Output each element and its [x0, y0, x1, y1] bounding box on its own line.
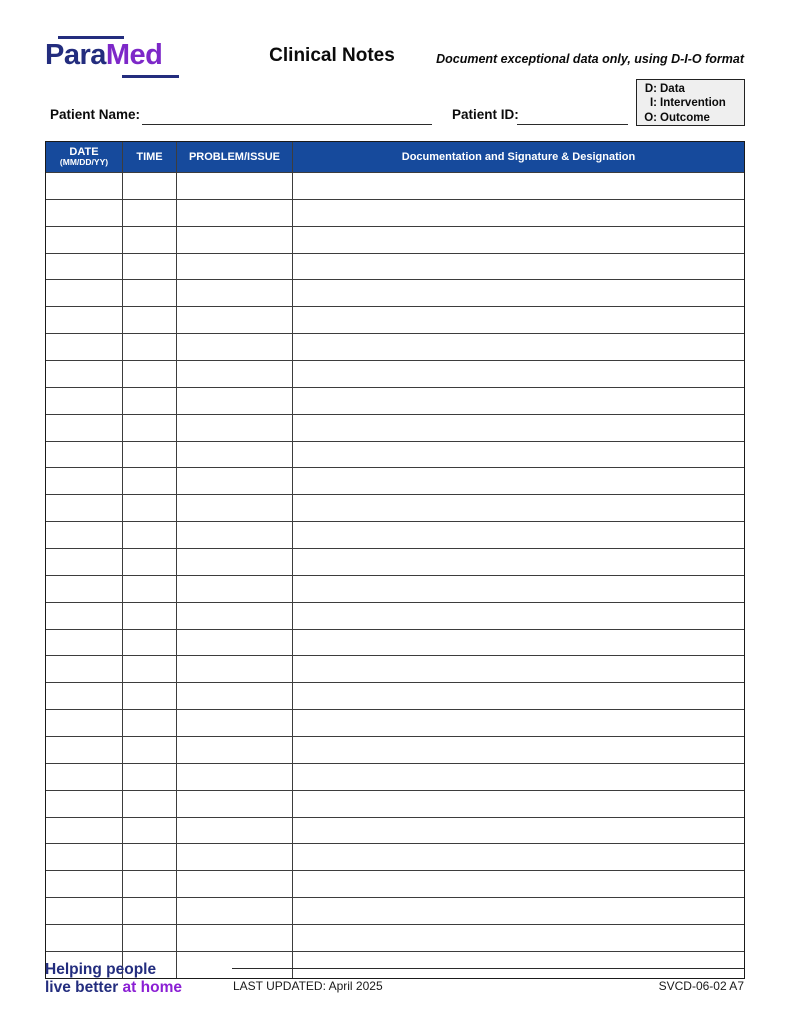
column-header-documentation [293, 142, 744, 172]
table-cell-empty[interactable] [46, 307, 123, 333]
table-cell-empty[interactable] [293, 522, 744, 548]
table-cell-empty[interactable] [123, 388, 177, 414]
table-cell-empty[interactable] [46, 468, 123, 494]
table-row [46, 333, 744, 360]
table-cell-empty[interactable] [123, 361, 177, 387]
table-cell-empty[interactable] [123, 334, 177, 360]
table-cell-empty[interactable] [293, 576, 744, 602]
table-row [46, 843, 744, 870]
table-cell-empty[interactable] [46, 898, 123, 924]
table-cell-empty[interactable] [293, 952, 744, 978]
table-cell-empty[interactable] [177, 898, 293, 924]
table-row [46, 897, 744, 924]
table-cell-empty[interactable] [123, 549, 177, 575]
table-cell-empty[interactable] [123, 871, 177, 897]
table-cell-empty[interactable] [293, 361, 744, 387]
table-row [46, 414, 744, 441]
table-cell-empty[interactable] [293, 307, 744, 333]
table-cell-empty[interactable] [123, 818, 177, 844]
table-cell-empty[interactable] [46, 549, 123, 575]
table-row [46, 467, 744, 494]
table-cell-empty[interactable] [293, 388, 744, 414]
page-title: Clinical Notes [269, 45, 395, 66]
table-row [46, 279, 744, 306]
tagline-line2-navy: live better [45, 978, 119, 996]
table-row [46, 629, 744, 656]
tagline-line1: Helping people [45, 961, 157, 978]
table-row [46, 360, 744, 387]
table-cell-empty[interactable] [123, 683, 177, 709]
tagline-line2-accent: at home [122, 978, 182, 996]
table-row [46, 199, 744, 226]
table-cell-empty[interactable] [177, 388, 293, 414]
table-cell-empty[interactable] [46, 630, 123, 656]
table-cell-empty[interactable] [46, 791, 123, 817]
table-cell-empty[interactable] [293, 844, 744, 870]
column-header-problem-issue-label: PROBLEM/ISSUE [188, 150, 281, 163]
table-cell-empty[interactable] [46, 656, 123, 682]
table-cell-empty[interactable] [177, 630, 293, 656]
table-cell-empty[interactable] [293, 925, 744, 951]
table-cell-empty[interactable] [123, 468, 177, 494]
table-row [46, 306, 744, 333]
legend-key-d: D: [644, 83, 657, 95]
table-cell-empty[interactable] [293, 549, 744, 575]
legend-row-data [642, 82, 739, 96]
table-cell-empty[interactable] [293, 683, 744, 709]
page-subtitle: Document exceptional data only, using D-I-O format [436, 52, 744, 66]
table-cell-empty[interactable] [177, 737, 293, 763]
table-cell-empty[interactable] [177, 200, 293, 226]
legend-key-i: I: [649, 97, 657, 110]
table-cell-empty[interactable] [46, 737, 123, 763]
footer-divider [232, 968, 744, 969]
table-row [46, 655, 744, 682]
table-cell-empty[interactable] [293, 656, 744, 682]
table-cell-empty[interactable] [293, 415, 744, 441]
legend-label-data: Data [660, 83, 685, 95]
dio-legend-box [636, 79, 745, 126]
table-cell-empty[interactable] [293, 227, 744, 253]
table-cell-empty[interactable] [177, 871, 293, 897]
table-cell-empty[interactable] [123, 576, 177, 602]
table-cell-empty[interactable] [123, 603, 177, 629]
table-cell-empty[interactable] [293, 280, 744, 306]
table-cell-empty[interactable] [46, 710, 123, 736]
column-header-date-format: (MM/DD/YY) [59, 157, 109, 168]
column-header-date-main: DATE [69, 145, 99, 158]
table-row [46, 763, 744, 790]
table-cell-empty[interactable] [177, 925, 293, 951]
table-header-row [46, 142, 744, 172]
table-cell-empty[interactable] [293, 818, 744, 844]
table-cell-empty[interactable] [46, 173, 123, 199]
table-cell-empty[interactable] [46, 683, 123, 709]
table-cell-empty[interactable] [123, 764, 177, 790]
logo-under-bar [122, 75, 179, 78]
table-cell-empty[interactable] [123, 791, 177, 817]
table-row [46, 870, 744, 897]
table-cell-empty[interactable] [177, 710, 293, 736]
table-cell-empty[interactable] [46, 764, 123, 790]
table-cell-empty[interactable] [177, 683, 293, 709]
table-cell-empty[interactable] [123, 898, 177, 924]
table-cell-empty[interactable] [177, 468, 293, 494]
table-row [46, 709, 744, 736]
table-cell-empty[interactable] [123, 737, 177, 763]
table-cell-empty[interactable] [123, 200, 177, 226]
table-row [46, 548, 744, 575]
table-cell-empty[interactable] [177, 442, 293, 468]
table-cell-empty[interactable] [46, 925, 123, 951]
table-cell-empty[interactable] [46, 254, 123, 280]
table-cell-empty[interactable] [177, 415, 293, 441]
table-cell-empty[interactable] [177, 254, 293, 280]
table-row [46, 575, 744, 602]
table-row [46, 172, 744, 199]
table-body [46, 172, 744, 978]
table-cell-empty[interactable] [177, 656, 293, 682]
table-cell-empty[interactable] [177, 307, 293, 333]
table-cell-empty[interactable] [123, 254, 177, 280]
table-cell-empty[interactable] [177, 764, 293, 790]
table-cell-empty[interactable] [293, 710, 744, 736]
table-row [46, 521, 744, 548]
column-header-time [123, 142, 177, 172]
table-cell-empty[interactable] [46, 844, 123, 870]
table-cell-empty[interactable] [293, 871, 744, 897]
logo-text [45, 41, 162, 70]
table-cell-empty[interactable] [177, 361, 293, 387]
table-cell-empty[interactable] [177, 549, 293, 575]
table-cell-empty[interactable] [123, 495, 177, 521]
table-cell-empty[interactable] [293, 630, 744, 656]
table-cell-empty[interactable] [46, 818, 123, 844]
table-cell-empty[interactable] [177, 791, 293, 817]
table-cell-empty[interactable] [46, 361, 123, 387]
legend-key-o: O: [644, 111, 657, 124]
table-cell-empty[interactable] [293, 764, 744, 790]
table-cell-empty[interactable] [46, 388, 123, 414]
column-header-documentation-label: Documentation and Signature & Designation [401, 150, 636, 163]
table-cell-empty[interactable] [177, 522, 293, 548]
table-cell-empty[interactable] [46, 603, 123, 629]
patient-id-field[interactable] [517, 104, 628, 125]
table-cell-empty[interactable] [123, 844, 177, 870]
table-cell-empty[interactable] [123, 173, 177, 199]
table-row [46, 790, 744, 817]
table-row [46, 253, 744, 280]
table-cell-empty[interactable] [177, 173, 293, 199]
table-cell-empty[interactable] [293, 442, 744, 468]
logo-part-med: Med [105, 39, 163, 71]
paramed-logo [45, 34, 195, 80]
table-cell-empty[interactable] [46, 227, 123, 253]
table-cell-empty[interactable] [123, 522, 177, 548]
table-cell-empty[interactable] [293, 334, 744, 360]
legend-row-intervention [642, 96, 739, 110]
table-row [46, 682, 744, 709]
column-header-date [46, 142, 123, 172]
table-cell-empty[interactable] [177, 818, 293, 844]
last-updated-text: LAST UPDATED: April 2025 [233, 979, 383, 993]
table-row [46, 387, 744, 414]
brand-tagline [45, 961, 182, 996]
table-cell-empty[interactable] [46, 576, 123, 602]
document-code: SVCD-06-02 A7 [658, 979, 744, 993]
table-cell-empty[interactable] [46, 280, 123, 306]
table-cell-empty[interactable] [293, 737, 744, 763]
table-cell-empty[interactable] [123, 307, 177, 333]
legend-label-outcome: Outcome [660, 111, 710, 124]
table-row [46, 494, 744, 521]
legend-row-outcome [642, 111, 739, 125]
table-cell-empty[interactable] [293, 898, 744, 924]
table-cell-empty[interactable] [46, 495, 123, 521]
table-row [46, 226, 744, 253]
table-row [46, 736, 744, 763]
table-cell-empty[interactable] [177, 952, 293, 978]
table-cell-empty[interactable] [123, 925, 177, 951]
table-row [46, 924, 744, 951]
table-cell-empty[interactable] [46, 522, 123, 548]
table-row [46, 817, 744, 844]
table-cell-empty[interactable] [46, 415, 123, 441]
table-cell-empty[interactable] [46, 200, 123, 226]
table-cell-empty[interactable] [177, 844, 293, 870]
column-header-problem-issue [177, 142, 293, 172]
table-cell-empty[interactable] [123, 710, 177, 736]
column-header-time-label: TIME [136, 150, 163, 163]
patient-id-label: Patient ID: [452, 107, 519, 122]
table-cell-empty[interactable] [46, 871, 123, 897]
table-row [46, 602, 744, 629]
table-cell-empty[interactable] [293, 495, 744, 521]
tagline-line2 [45, 979, 182, 997]
table-row [46, 441, 744, 468]
patient-name-label: Patient Name: [50, 107, 141, 122]
table-cell-empty[interactable] [177, 576, 293, 602]
table-cell-empty[interactable] [123, 415, 177, 441]
table-cell-empty[interactable] [177, 495, 293, 521]
table-cell-empty[interactable] [46, 442, 123, 468]
table-cell-empty[interactable] [177, 280, 293, 306]
patient-name-field[interactable] [142, 104, 432, 125]
table-cell-empty[interactable] [123, 227, 177, 253]
table-cell-empty[interactable] [177, 603, 293, 629]
table-cell-empty[interactable] [46, 334, 123, 360]
legend-label-intervention: Intervention [660, 97, 726, 110]
table-cell-empty[interactable] [293, 791, 744, 817]
table-cell-empty[interactable] [293, 200, 744, 226]
table-cell-empty[interactable] [123, 630, 177, 656]
table-cell-empty[interactable] [123, 280, 177, 306]
table-cell-empty[interactable] [293, 468, 744, 494]
table-cell-empty[interactable] [177, 227, 293, 253]
table-cell-empty[interactable] [293, 254, 744, 280]
table-cell-empty[interactable] [123, 442, 177, 468]
table-cell-empty[interactable] [177, 334, 293, 360]
table-cell-empty[interactable] [123, 656, 177, 682]
table-cell-empty[interactable] [293, 173, 744, 199]
clinical-notes-table [45, 141, 745, 979]
table-cell-empty[interactable] [293, 603, 744, 629]
logo-part-para: Para [45, 39, 106, 71]
